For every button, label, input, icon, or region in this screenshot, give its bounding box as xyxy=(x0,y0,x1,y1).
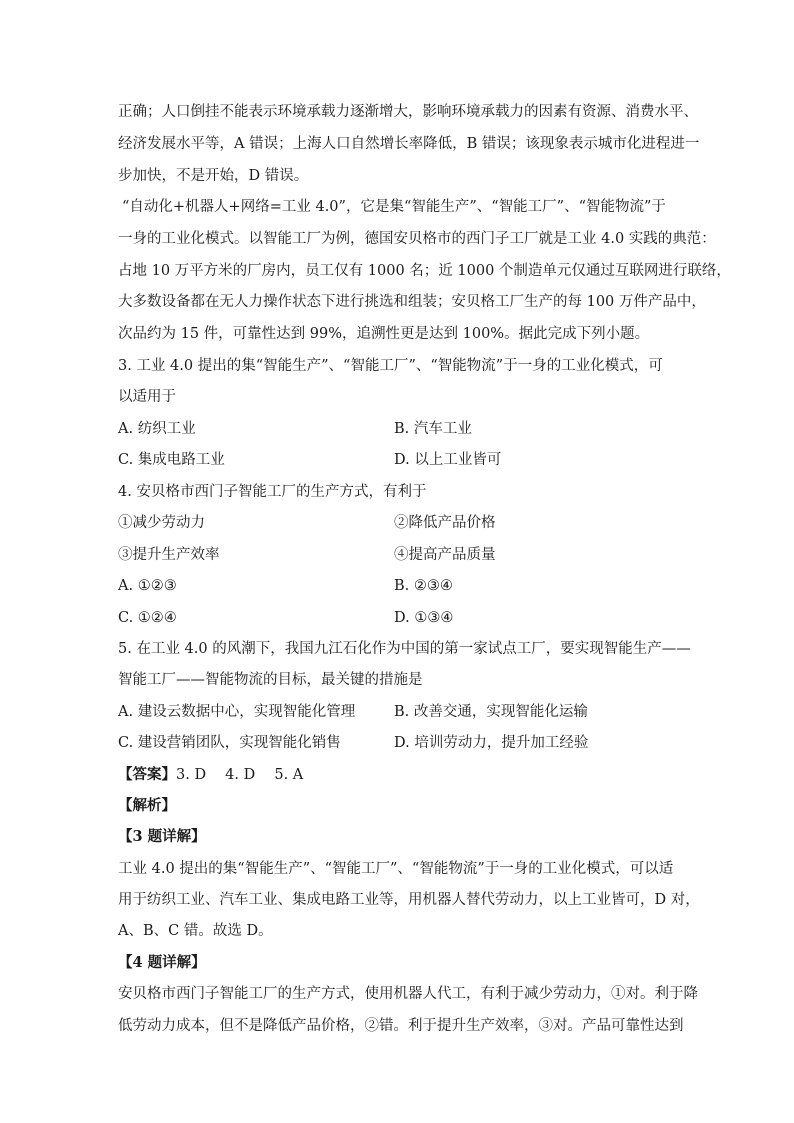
detail4-line-2: 低劳动力成本，但不是降低产品价格，②错。利于提升生产效率，③对。产品可靠性达到 xyxy=(118,1018,684,1034)
q3-option-c: C. 集成电路工业 xyxy=(118,452,225,468)
q5-option-d: D. 培训劳动力，提升加工经验 xyxy=(394,735,589,751)
material-line-4: 大多数设备都在无人力操作状态下进行挑选和组装；安贝格工厂生产的每 100 万件产品中， xyxy=(118,294,706,310)
q4-option-c: C. ①②④ xyxy=(118,610,177,626)
intro-line-3: 步加快，不是开始，D 错误。 xyxy=(118,168,309,184)
q4-statement-1: ①减少劳动力 xyxy=(118,515,205,531)
material-line-2: 一身的工业化模式。以智能工厂为例，德国安贝格市的西门子工厂就是工业 4.0 实践的典范： xyxy=(118,231,716,247)
q3-option-d: D. 以上工业皆可 xyxy=(394,452,502,468)
detail3-line-1: 工业 4.0 提出的集“智能生产”、“智能工厂”、“智能物流”于一身的工业化模式，可以适 xyxy=(118,861,674,877)
answer-line xyxy=(118,765,303,785)
q4-statement-4: ④提高产品质量 xyxy=(394,547,496,563)
q5-option-a: A. 建设云数据中心，实现智能化管理 xyxy=(118,704,356,720)
answer-text: 3. D 4. D 5. A xyxy=(176,767,304,783)
q3-option-b: B. 汽车工业 xyxy=(394,421,472,437)
detail3-line-3: A、B、C 错。故选 D。 xyxy=(118,923,273,939)
q4-option-a: A. ①②③ xyxy=(118,578,177,594)
material-line-5: 次品约为 15 件，可靠性达到 99%，追溯性更是达到 100%。据此完成下列小题。 xyxy=(118,326,650,342)
material-line-3: 占地 10 万平方米的厂房内，员工仅有 1000 名；近 1000 个制造单元仅通过互联网进行联络， xyxy=(118,263,731,279)
material-line-1: “自动化+机器人+网络=工业 4.0”，它是集“智能生产”、“智能工厂”、“智能物流”于 xyxy=(122,199,666,215)
analysis-label: 【解析】 xyxy=(118,797,176,814)
q3-option-a: A. 纺织工业 xyxy=(118,421,196,437)
q5-option-b: B. 改善交通，实现智能化运输 xyxy=(394,704,588,720)
detail4-label: 【4 题详解】 xyxy=(118,954,206,971)
answer-label: 【答案】 xyxy=(118,766,176,783)
q3-stem-line-1: 3. 工业 4.0 提出的集“智能生产”、“智能工厂”、“智能物流”于一身的工业化模式，可 xyxy=(118,358,663,374)
q4-option-b: B. ②③④ xyxy=(394,578,453,594)
q4-stem: 4. 安贝格市西门子智能工厂的生产方式，有利于 xyxy=(118,484,427,500)
q5-stem-line-1: 5. 在工业 4.0 的风潮下，我国九江石化作为中国的第一家试点工厂，要实现智能生产—— xyxy=(118,641,691,657)
q5-stem-line-2: 智能工厂——智能物流的目标，最关键的措施是 xyxy=(118,672,423,688)
detail4-line-1: 安贝格市西门子智能工厂的生产方式，使用机器人代工，有利于减少劳动力，①对。利于降 xyxy=(118,986,698,1002)
intro-line-1: 正确；人口倒挂不能表示环境承载力逐渐增大，影响环境承载力的因素有资源、消费水平、 xyxy=(118,104,698,120)
detail3-line-2: 用于纺织工业、汽车工业、集成电路工业等，用机器人替代劳动力，以上工业皆可，D 对， xyxy=(118,892,700,908)
intro-line-2: 经济发展水平等，A 错误；上海人口自然增长率降低，B 错误；该现象表示城市化进程进一 xyxy=(118,136,700,152)
q4-option-d: D. ①③④ xyxy=(394,610,454,626)
q4-statement-3: ③提升生产效率 xyxy=(118,547,220,563)
q4-statement-2: ②降低产品价格 xyxy=(394,515,496,531)
detail3-label: 【3 题详解】 xyxy=(118,828,206,845)
q3-stem-line-2: 以适用于 xyxy=(118,389,176,405)
q5-option-c: C. 建设营销团队，实现智能化销售 xyxy=(118,735,341,751)
